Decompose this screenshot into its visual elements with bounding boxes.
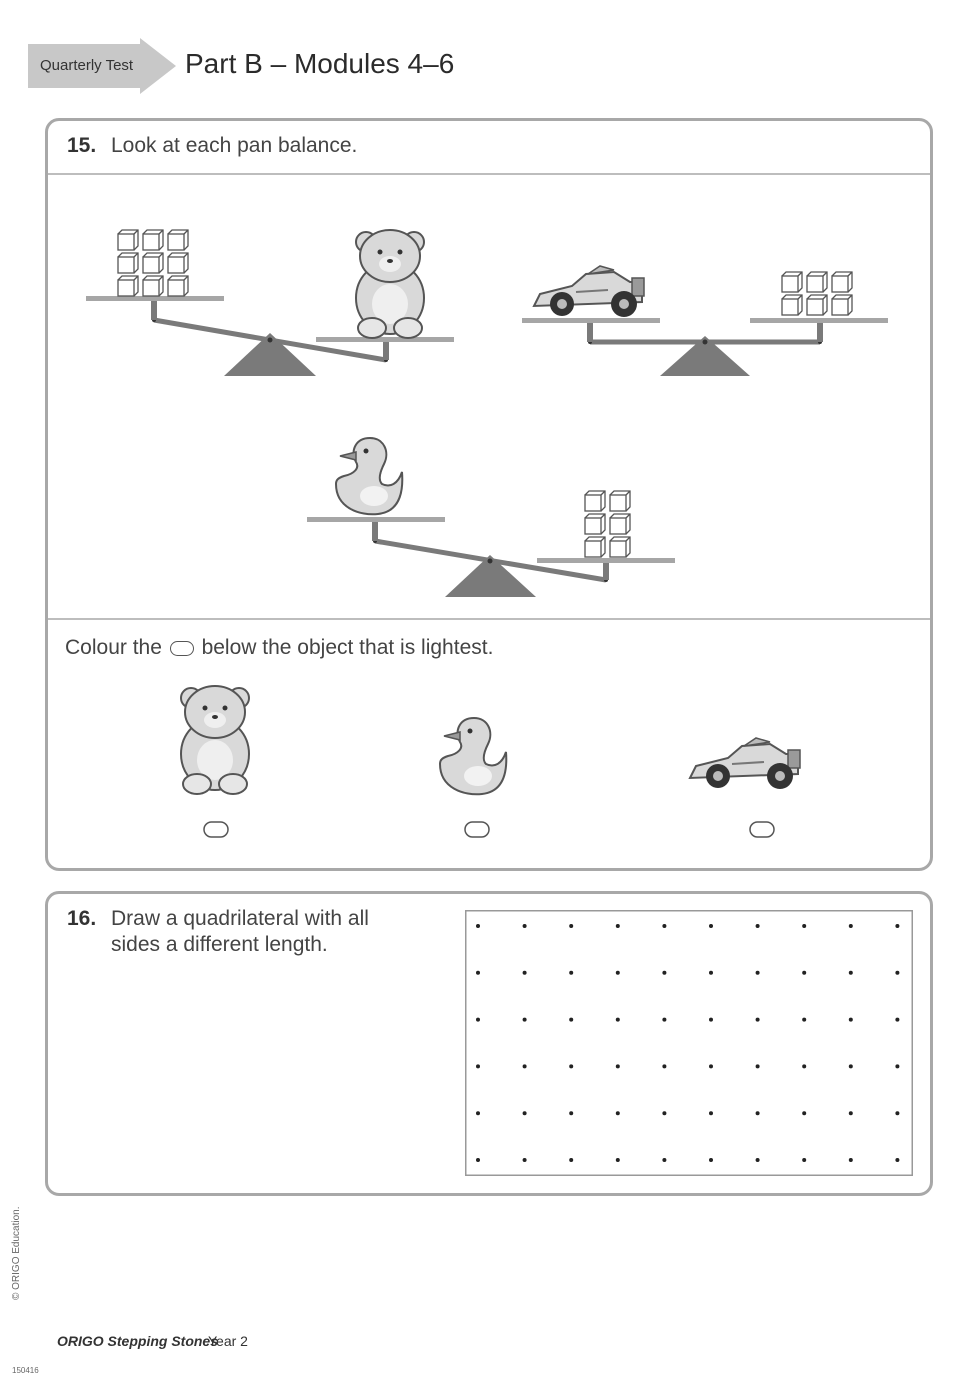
balance-car-vs-blocks	[522, 266, 888, 376]
quarterly-test-label: Quarterly Test	[40, 57, 134, 74]
footer-code: 150416	[12, 1366, 39, 1375]
blocks-6	[585, 491, 630, 557]
grid-dot	[662, 1111, 666, 1115]
grid-dot	[569, 1158, 573, 1162]
lightest-instruction: Colour the below the object that is lightest.	[65, 636, 494, 659]
teddy-bear-icon	[356, 230, 424, 338]
race-car-icon	[534, 266, 644, 317]
grid-dot	[802, 1158, 806, 1162]
grid-dot	[849, 1064, 853, 1068]
grid-dot	[476, 1018, 480, 1022]
grid-dot	[662, 924, 666, 928]
grid-dot	[569, 1111, 573, 1115]
grid-dot	[756, 1158, 760, 1162]
grid-dot	[849, 1158, 853, 1162]
grid-dot	[895, 1158, 899, 1162]
balance-duck-vs-blocks	[307, 438, 675, 597]
grid-dot	[476, 1111, 480, 1115]
footer-brand: ORIGO Stepping Stones	[57, 1333, 219, 1349]
grid-dot	[523, 1111, 527, 1115]
grid-dot	[662, 1064, 666, 1068]
grid-dot	[616, 1111, 620, 1115]
grid-dot	[476, 1158, 480, 1162]
dot-grid-drawing-area[interactable]	[465, 910, 913, 1176]
answer-oval-bear[interactable]	[203, 821, 229, 838]
grid-dot	[849, 1018, 853, 1022]
blocks-6	[782, 272, 852, 315]
grid-dot	[616, 1064, 620, 1068]
grid-dot	[523, 924, 527, 928]
grid-dot	[569, 1018, 573, 1022]
page-title: Part B – Modules 4–6	[185, 48, 455, 79]
grid-dot	[895, 1064, 899, 1068]
grid-dot	[662, 1158, 666, 1162]
grid-dot	[756, 1018, 760, 1022]
blocks-9	[118, 230, 188, 296]
grid-dot	[476, 924, 480, 928]
grid-dot	[616, 1018, 620, 1022]
grid-dot	[756, 924, 760, 928]
duck-icon	[440, 718, 506, 794]
grid-dot	[523, 971, 527, 975]
grid-dot	[709, 971, 713, 975]
grid-dot	[662, 971, 666, 975]
grid-dot	[802, 1111, 806, 1115]
grid-dot	[476, 971, 480, 975]
race-car-icon	[690, 738, 800, 789]
question-number: 16.	[67, 907, 97, 930]
grid-dot	[616, 1158, 620, 1162]
grid-dot	[709, 1064, 713, 1068]
question-prompt: Look at each pan balance.	[111, 134, 358, 157]
grid-dot	[756, 971, 760, 975]
footer-year: Year 2	[208, 1333, 248, 1349]
balance-blocks-vs-bear	[86, 230, 454, 376]
grid-dot	[662, 1018, 666, 1022]
grid-dot	[709, 1111, 713, 1115]
grid-dot	[756, 1111, 760, 1115]
grid-dot	[569, 1064, 573, 1068]
grid-dot	[616, 971, 620, 975]
grid-dot	[895, 924, 899, 928]
grid-dot	[895, 1018, 899, 1022]
grid-dot	[849, 1111, 853, 1115]
grid-dot	[569, 924, 573, 928]
grid-dot	[849, 971, 853, 975]
answer-oval-duck[interactable]	[464, 821, 490, 838]
question-prompt: Draw a quadrilateral with all sides a different length.	[111, 907, 369, 956]
grid-dot	[523, 1158, 527, 1162]
grid-dot	[895, 1111, 899, 1115]
grid-dot	[709, 924, 713, 928]
grid-dot	[849, 924, 853, 928]
grid-dot	[476, 1064, 480, 1068]
copyright: © ORIGO Education.	[11, 1206, 22, 1300]
duck-icon	[336, 438, 402, 514]
grid-dot	[709, 1158, 713, 1162]
grid-dot	[709, 1018, 713, 1022]
grid-dot	[756, 1064, 760, 1068]
grid-dot	[802, 1064, 806, 1068]
grid-dot	[895, 971, 899, 975]
question-number: 15.	[67, 134, 97, 157]
grid-dot	[523, 1064, 527, 1068]
grid-dot	[802, 924, 806, 928]
grid-dot	[802, 1018, 806, 1022]
grid-dot	[802, 971, 806, 975]
grid-dot	[616, 924, 620, 928]
answer-oval-car[interactable]	[749, 821, 775, 838]
teddy-bear-icon	[181, 686, 249, 794]
grid-dot	[569, 971, 573, 975]
grid-dot	[523, 1018, 527, 1022]
